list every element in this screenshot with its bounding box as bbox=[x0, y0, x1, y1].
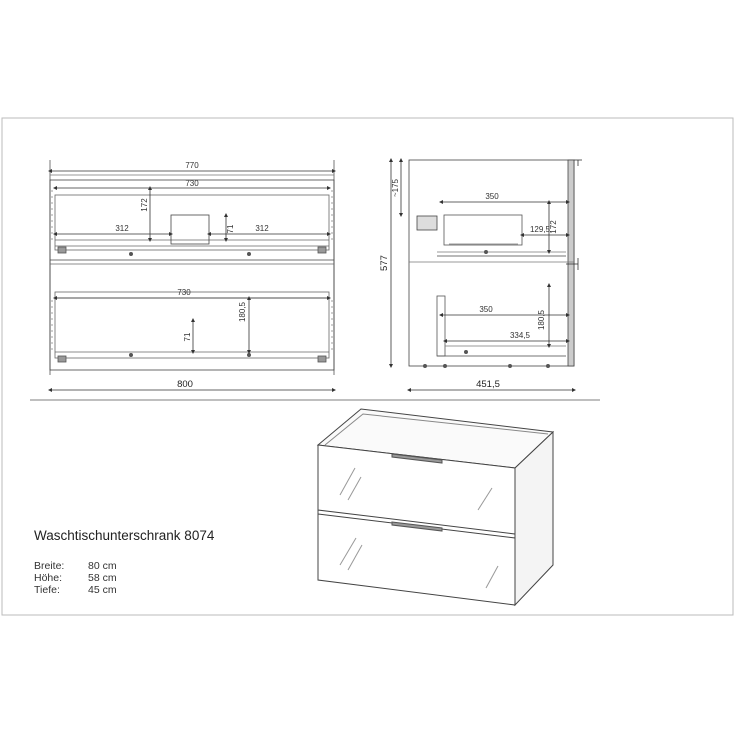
side-dim-172: 172 bbox=[549, 220, 558, 234]
side-dim-350-bottom: 350 bbox=[479, 305, 493, 314]
side-dim-175: ~175 bbox=[391, 178, 400, 198]
front-view bbox=[50, 160, 334, 390]
spec-value-hoehe: 58 cm bbox=[88, 572, 117, 584]
product-title: Waschtischunterschrank 8074 bbox=[34, 528, 215, 543]
side-dim-577: 577 bbox=[379, 255, 390, 271]
spec-label-breite: Breite: bbox=[34, 560, 65, 572]
front-dim-71-bottom: 71 bbox=[183, 332, 192, 342]
front-dim-71-top: 71 bbox=[226, 224, 235, 234]
side-dim-334-5: 334,5 bbox=[509, 331, 531, 340]
spec-label-tiefe: Tiefe: bbox=[34, 584, 60, 596]
spec-label-hoehe: Höhe: bbox=[34, 572, 63, 584]
spec-value-breite: 80 cm bbox=[88, 560, 117, 572]
front-dim-312-right: 312 bbox=[255, 224, 269, 233]
front-dim-180-5: 180,5 bbox=[238, 301, 247, 323]
front-dim-770: 770 bbox=[185, 161, 199, 170]
perspective-view bbox=[318, 409, 553, 605]
specs-table bbox=[34, 560, 117, 596]
front-dim-172: 172 bbox=[140, 198, 149, 212]
front-dim-800: 800 bbox=[177, 379, 193, 390]
front-dim-730-bottom: 730 bbox=[177, 288, 191, 297]
side-dim-129-5: 129,5 bbox=[529, 225, 551, 234]
front-dim-730-top: 730 bbox=[185, 179, 199, 188]
side-dim-350-top: 350 bbox=[485, 192, 499, 201]
spec-value-tiefe: 45 cm bbox=[88, 584, 117, 596]
front-dim-312-left: 312 bbox=[115, 224, 129, 233]
side-dim-180-5: 180,5 bbox=[537, 309, 546, 331]
side-dim-451-5: 451,5 bbox=[476, 379, 500, 390]
